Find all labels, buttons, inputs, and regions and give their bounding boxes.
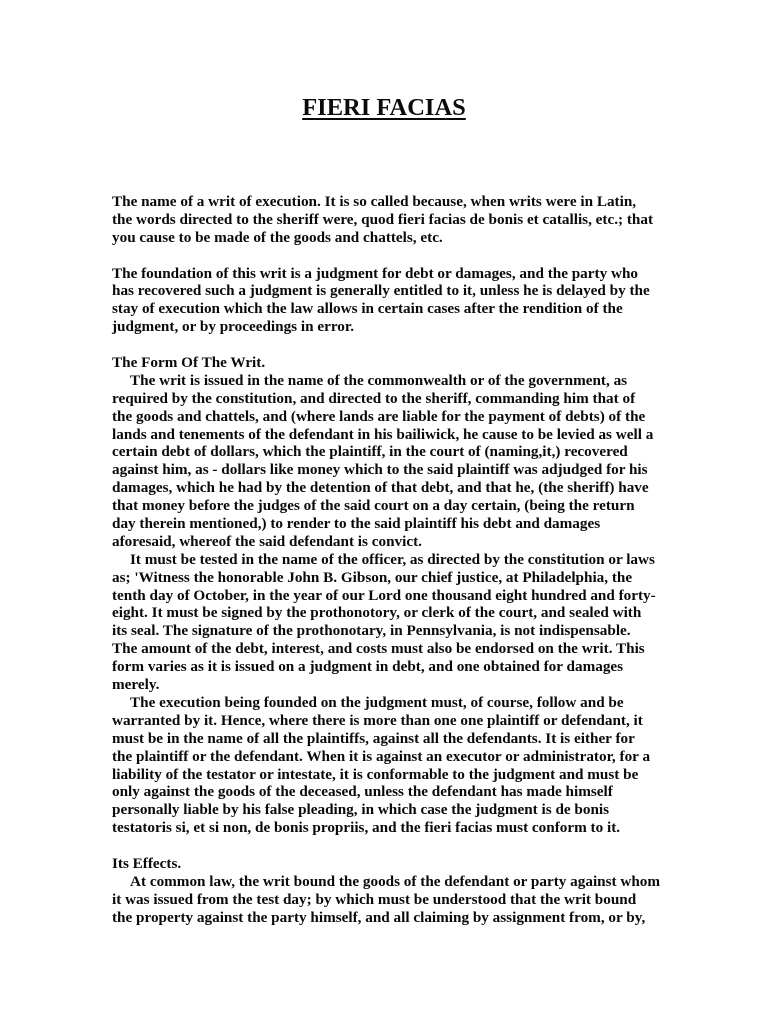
- text-line: The foundation of this writ is a judgment for debt or damages, and the party who: [112, 264, 638, 282]
- paragraph: [112, 551, 712, 694]
- text-line: eight. It must be signed by the prothonotory, or clerk of the court, and sealed with: [112, 604, 642, 622]
- text-line: the words directed to the sheriff were, quod fieri facias de bonis et catallis, etc.; that: [112, 210, 654, 228]
- text-line: merely.: [112, 676, 160, 694]
- text-line: testatoris si, et si non, de bonis propriis, and the fieri facias must conform to it.: [112, 819, 621, 837]
- section-heading: The Form Of The Writ.: [112, 354, 266, 372]
- paragraph: [112, 694, 712, 837]
- intro-paragraph: [112, 265, 712, 337]
- document-title-text: FIERI FACIAS: [302, 94, 466, 121]
- text-line: judgment, or by proceedings in error.: [112, 318, 355, 336]
- text-line: must be in the name of all the plaintiffs, against all the defendants. It is either for: [112, 729, 635, 747]
- text-line: personally liable by his false pleading, in which case the judgment is de bonis: [112, 801, 610, 819]
- text-line: tenth day of October, in the year of our Lord one thousand eight hundred and forty-: [112, 586, 656, 604]
- text-line: lands and tenements of the defendant in his bailiwick, he cause to be levied as well a: [112, 425, 654, 443]
- text-line: It must be tested in the name of the officer, as directed by the constitution or laws: [130, 550, 655, 568]
- text-line: At common law, the writ bound the goods of the defendant or party against whom: [130, 872, 661, 890]
- text-line: its seal. The signature of the prothonotary, in Pennsylvania, is not indispensable.: [112, 622, 631, 640]
- text-line: has recovered such a judgment is generally entitled to it, unless he is delayed by the: [112, 282, 650, 300]
- paragraph: [112, 372, 712, 551]
- text-line: the plaintiff or the defendant. When it is against an executor or administrator, for a: [112, 747, 651, 765]
- text-line: The name of a writ of execution. It is so called because, when writs were in Latin,: [112, 193, 637, 210]
- text-line: damages, which he had by the detention of that debt, and that he, (the sheriff) have: [112, 479, 649, 497]
- text-line: warranted by it. Hence, where there is more than one one plaintiff or defendant, it: [112, 711, 643, 729]
- text-line: liability of the testator or intestate, it is conformable to the judgment and must be: [112, 765, 639, 783]
- text-line: the goods and chattels, and (where lands are liable for the payment of debts) of the: [112, 407, 646, 425]
- text-line: you cause to be made of the goods and chattels, etc.: [112, 228, 443, 246]
- text-line: the property against the party himself, and all claiming by assignment from, or by,: [112, 908, 646, 926]
- text-line: as; 'Witness the honorable John B. Gibson, our chief justice, at Philadelphia, the: [112, 568, 633, 586]
- text-line: The writ is issued in the name of the commonwealth or of the government, as: [130, 371, 628, 389]
- text-line: aforesaid, whereof the said defendant is convict.: [112, 532, 422, 550]
- paragraph: [112, 873, 712, 927]
- section-its-effects: [112, 855, 712, 927]
- text-line: it was issued from the test day; by which must be understood that the writ bound: [112, 890, 637, 908]
- text-line: form varies as it is issued on a judgment in debt, and one obtained for damages: [112, 658, 624, 676]
- text-line: only against the goods of the deceased, unless the defendant has made himself: [112, 783, 613, 801]
- text-line: that money before the judges of the said court on a day certain, (being the return: [112, 497, 635, 515]
- text-line: The amount of the debt, interest, and costs must also be endorsed on the writ. This: [112, 640, 645, 658]
- document-body: [112, 193, 712, 927]
- text-line: day therein mentioned,) to render to the said plaintiff his debt and damages: [112, 515, 601, 533]
- text-line: against him, as - dollars like money which to the said plaintiff was adjudged for his: [112, 461, 648, 479]
- text-line: stay of execution which the law allows in certain cases after the rendition of the: [112, 300, 623, 318]
- section-form-of-the-writ: [112, 354, 712, 837]
- text-line: required by the constitution, and directed to the sheriff, commanding him that of: [112, 389, 636, 407]
- section-heading: Its Effects.: [112, 854, 182, 872]
- document-title: [0, 92, 768, 124]
- text-line: The execution being founded on the judgment must, of course, follow and be: [130, 693, 624, 711]
- intro-paragraph: [112, 193, 712, 247]
- text-line: certain debt of dollars, which the plaintiff, in the court of (naming,it,) recovered: [112, 443, 628, 461]
